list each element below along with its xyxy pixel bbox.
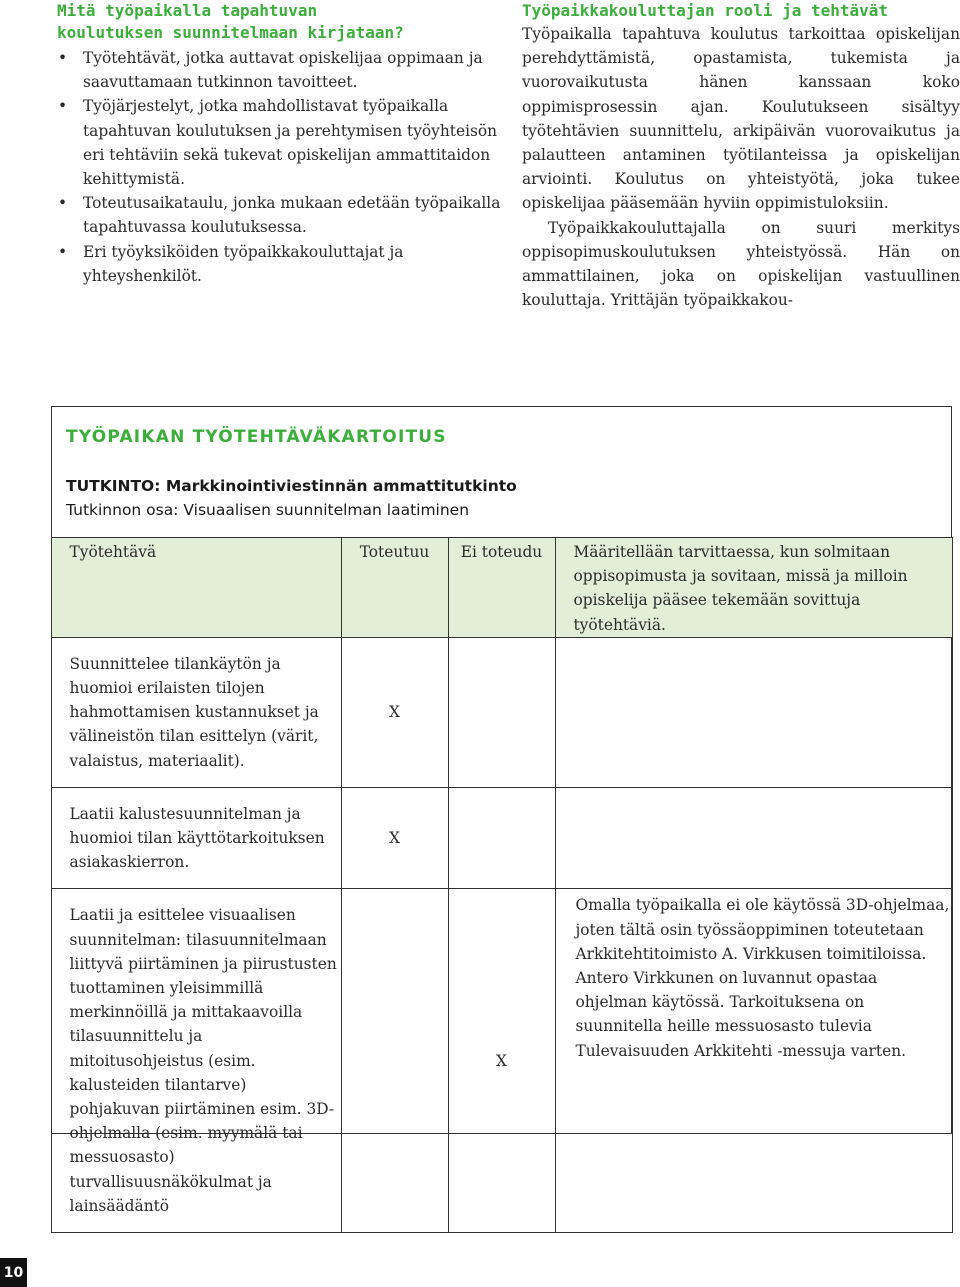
task-table [51,537,953,1233]
header-not-done: Ei toteudu [448,538,555,638]
row-task: Laatii ja esittelee visuaalisen suunnitelman: tilasuunnitelmaan liittyvä piirtäminen ja piirustusten tuottaminen yleisimmillä merkinnöillä ja mittakaavoilla tilasuunnittelu ja mitoitusohjeistus (esim. kalusteiden tilantarve) pohjakuvan piirtäminen esim. 3D-ohjelmalla (esim. myymälä tai messuosasto) turvallisuusnäkökulmat ja lainsäädäntö [51,889,341,1233]
bullet-item: • Toteutusaikataulu, jonka mukaan edetään työpaikalla tapahtuvassa koulutuksessa. [57,191,507,239]
right-paragraph-2: Työpaikkakouluttajalla on suuri merkitys oppisopimuskoulutuksen yhteistyössä. Hän on ammattilainen, joka on opiskelijan vastuullinen kouluttaja. Yrittäjän työpaikkakou- [522,218,960,310]
left-column [57,0,507,288]
header-task: Työtehtävä [51,538,341,638]
bullet-item: • Eri työyksiköiden työpaikkakouluttajat ja yhteyshenkilöt. [57,240,507,288]
task-mapping-box [51,406,952,1215]
page-number: 10 [0,1258,27,1287]
row-done: X [341,787,448,889]
header-done: Toteutuu [341,538,448,638]
row-not-done [448,637,555,787]
table-row [51,787,952,889]
box-title: TYÖPAIKAN TYÖTEHTÄVÄKARTOITUS [66,427,447,447]
bullet-list [57,46,507,288]
left-heading: Mitä työpaikalla tapahtuvan koulutuksen suunnitelmaan kirjataan? [57,1,404,42]
right-column [522,0,960,312]
row-notes [555,787,952,889]
row-task: Laatii kalustesuunnitelman ja huomioi tilan käyttötarkoituksen asiakaskierron. [51,787,341,889]
row-task: Suunnittelee tilankäytön ja huomioi erilaisten tilojen hahmottamisen kustannukset ja välineistön tilan esittelyn (värit, valaistus, materiaalit). [51,637,341,787]
table-row [51,637,952,787]
row-not-done [448,787,555,889]
table-header-row [51,538,952,638]
row-done: X [341,637,448,787]
row-done [341,889,448,1233]
right-heading: Työpaikkakouluttajan rooli ja tehtävät [522,1,889,20]
header-notes: Määritellään tarvittaessa, kun solmitaan oppisopimusta ja sovitaan, missä ja milloin opiskelija pääsee tekemään sovittuja työtehtäviä. [555,538,952,638]
bullet-item: • Työtehtävät, jotka auttavat opiskelijaa oppimaan ja saavuttamaan tutkinnon tavoitteet. [57,46,507,94]
bullet-item: • Työjärjestelyt, jotka mahdollistavat työpaikalla tapahtuvan koulutuksen ja perehtymisen työyhteisön eri tehtäviin sekä tukevat opiskelijan ammattitaidon kehittymistä. [57,94,507,191]
row-notes: Omalla työpaikalla ei ole käytössä 3D-ohjelmaa, joten tältä osin työssäoppiminen toteutetaan Arkkitehtitoimisto A. Virkkusen toimitiloissa. Antero Virkkunen on luvannut opastaa ohjelman käytössä. Tarkoituksena on suunnitella heille messuosasto tulevia Tulevaisuuden Arkkitehti -messuja varten. [555,889,952,1233]
row-notes [555,637,952,787]
right-paragraph-1: Työpaikalla tapahtuva koulutus tarkoittaa opiskelijan perehdyttämistä, opastamista, tukemista ja vuorovaikutusta hänen kanssaan koko oppimisprosessin ajan. Koulutukseen sisältyy työtehtävien suunnittelu, arkipäivän vuorovaikutus ja palautteen antaminen työtilanteissa ja opiskelijan arviointi. Koulutus on yhteistyötä, joka tukee opiskelijaa pääsemään hyviin oppimistuloksiin. [522,25,960,213]
degree-part: Tutkinnon osa: Visuaalisen suunnitelman laatiminen [66,501,470,519]
degree-title: TUTKINTO: Markkinointiviestinnän ammattitutkinto [66,477,517,495]
table-row [51,889,952,1233]
row-not-done: X [448,889,555,1233]
